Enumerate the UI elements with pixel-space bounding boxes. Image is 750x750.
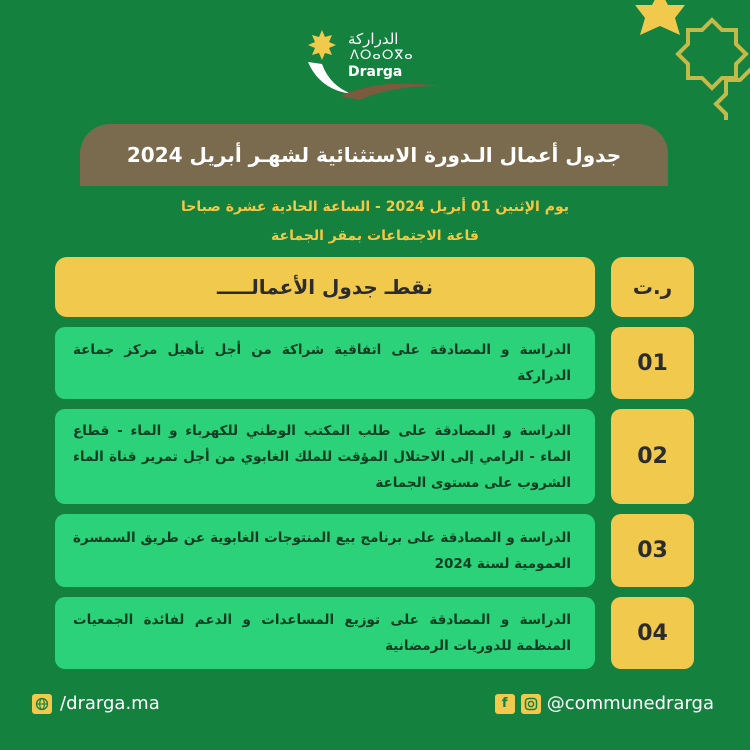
logo-arabic-text: الدراركة [348,30,399,48]
agenda-item-1-number: 01 [611,327,694,399]
agenda-item-4-text: الدراسة و المصادقة على توزيع المساعدات و الدعم لفائدة الجمعيات المنظمة للدوريات الرمضانية [55,597,595,669]
table-header-number: ر.ت [611,257,694,317]
agenda-item-1-text: الدراسة و المصادقة على اتفاقية شراكة من أجل تأهيل مركز جماعة الدراركة [55,327,595,399]
agenda-item-3-text: الدراسة و المصادقة على برنامج بيع المنتوجات الغابوية عن طريق السمسرة العمومية لسنة 2024 [55,514,595,587]
meeting-date-time: يوم الإثنين 01 أبريل 2024 - الساعة الحادية عشرة صباحا [180,199,570,215]
agenda-item-2-number: 02 [611,409,694,504]
agenda-item-4-number: 04 [611,597,694,669]
facebook-icon: f [495,694,515,714]
website-text: /drarga.ma [60,693,160,714]
agenda-item-2-text: الدراسة و المصادقة على طلب المكتب الوطني للكهرباء و الماء - قطاع الماء - الرامي إلى الاحتلال المؤقت للملك الغابوي من أجل تمرير قناة الماء الشروب على مستوى الجماعة [55,409,595,504]
table-header-points: نقطـ جدول الأعمالـــــ [55,257,595,317]
website-link[interactable] [32,693,160,714]
instagram-icon [521,694,541,714]
meeting-location: قاعة الاجتماعات بمقر الجماعة [271,228,479,244]
agenda-item-3-number: 03 [611,514,694,587]
page-title: جدول أعمال الـدورة الاستثنائية لشهـر أبريل 2024 [80,124,668,186]
drarga-logo [300,28,450,108]
logo-latin-text: Drarga [348,64,403,80]
decorative-stars [600,0,750,120]
globe-icon [32,694,52,714]
social-handle[interactable] [495,693,714,714]
social-handle-text: @communedrarga [546,693,714,714]
logo-tifinagh-text: ⴷⵔⴰⵔⴳⴰ [350,48,414,63]
